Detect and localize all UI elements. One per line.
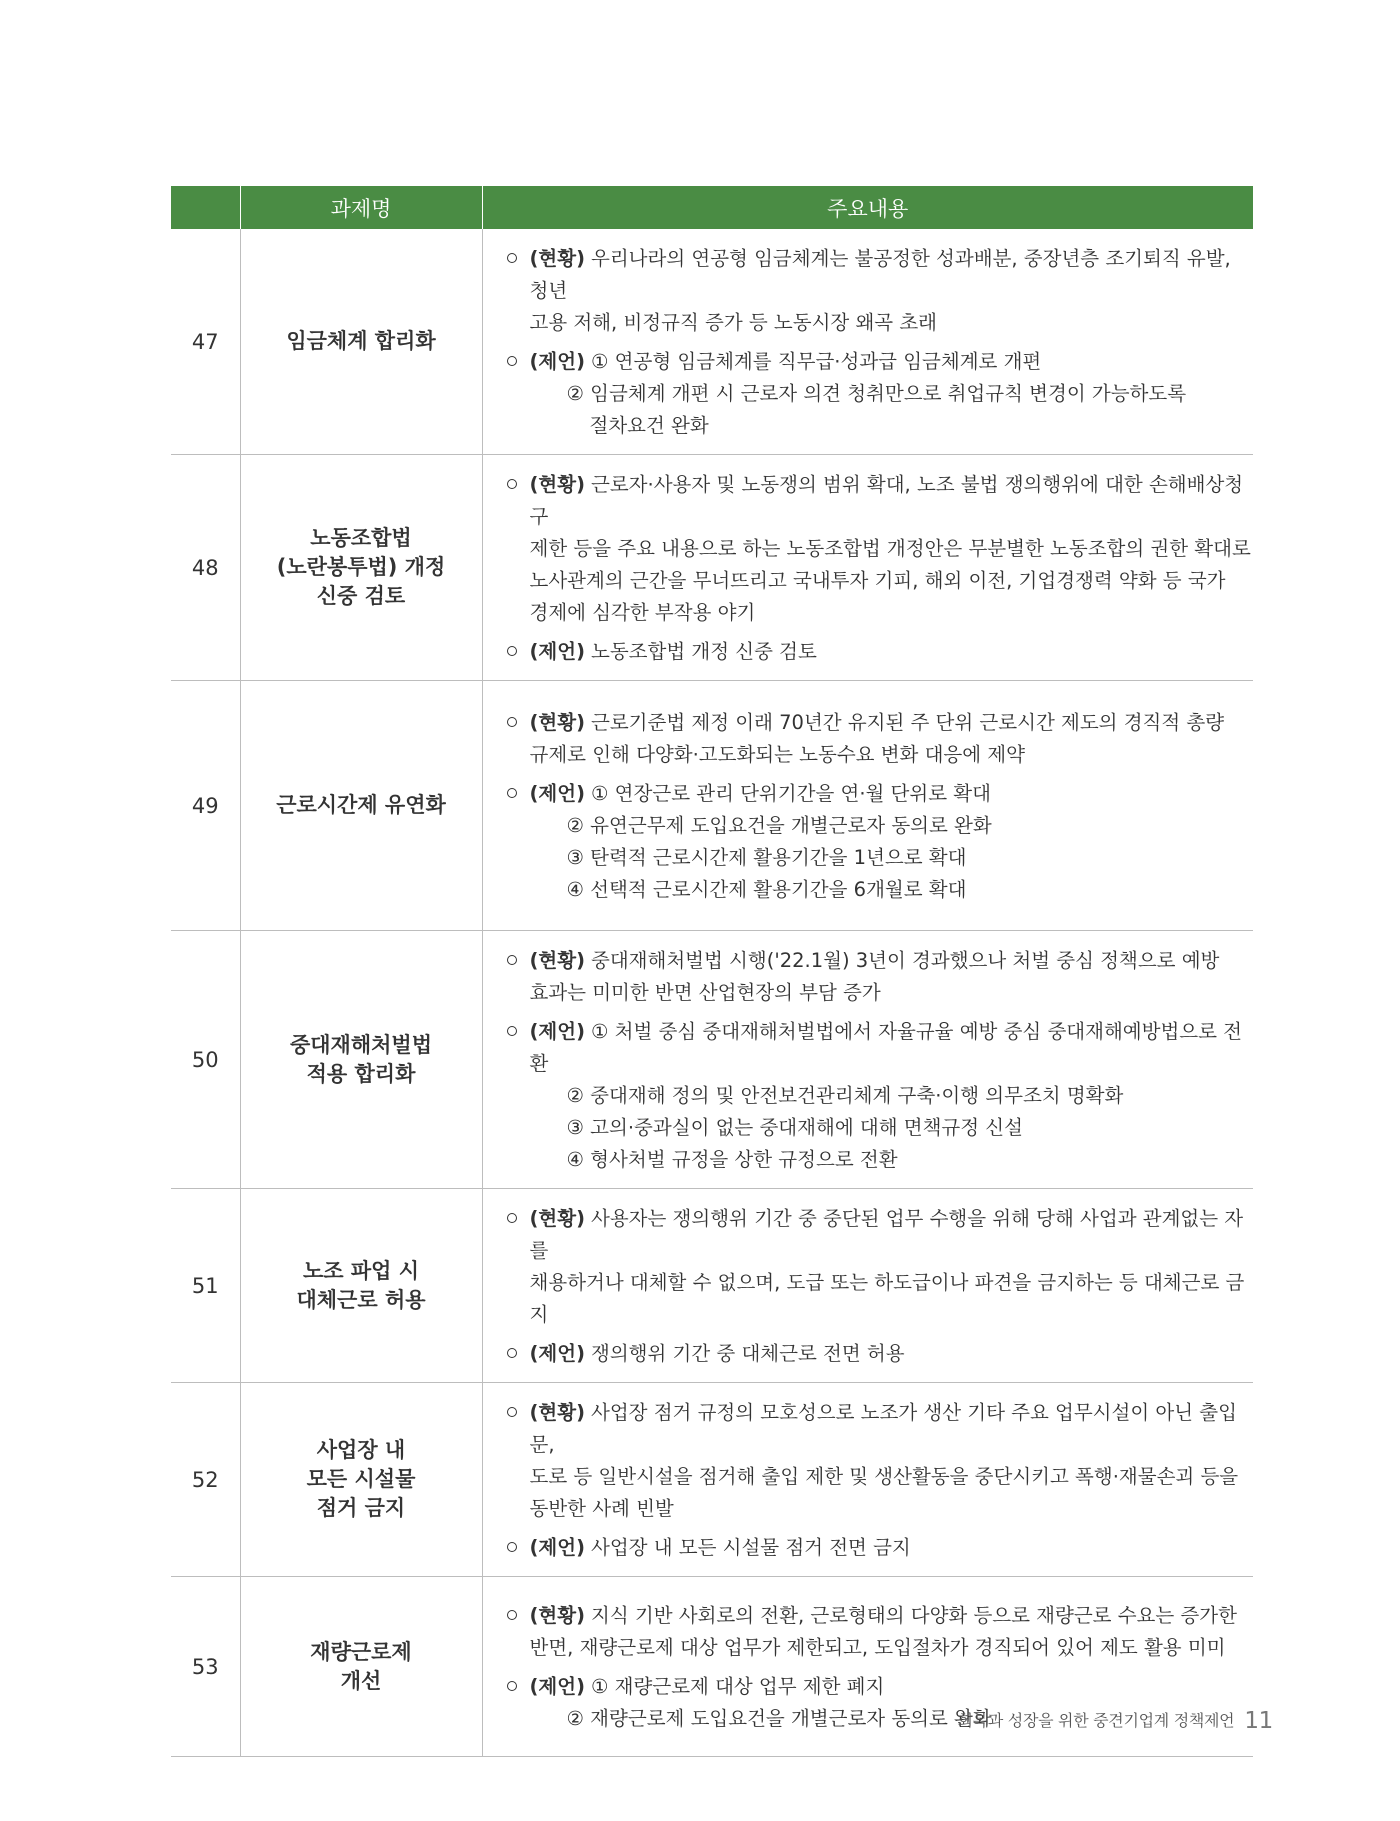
circle-bullet-icon xyxy=(507,1542,517,1552)
table-row xyxy=(171,681,1253,931)
header-num-cell xyxy=(171,186,240,229)
proposal-tag: (제언) xyxy=(529,1675,585,1698)
proposal-item xyxy=(507,1016,1254,1176)
task-title xyxy=(240,931,482,1189)
status-tag: (현황) xyxy=(529,1401,585,1424)
header-content-cell: 주요내용 xyxy=(482,186,1253,229)
status-line: 사용자는 쟁의행위 기간 중 중단된 업무 수행을 위해 당해 사업과 관계없는 자를 xyxy=(529,1207,1244,1262)
status-line: 도로 등 일반시설을 점거해 출입 제한 및 생산활동을 중단시키고 폭행·재물손괴 등을 xyxy=(529,1465,1239,1488)
task-title-line: 중대재해처벌법 xyxy=(289,1032,432,1057)
status-line: 지식 기반 사회로의 전환, 근로형태의 다양화 등으로 재량근로 수요는 증가한 xyxy=(591,1604,1237,1627)
task-number: 50 xyxy=(171,931,240,1189)
task-content xyxy=(482,931,1253,1189)
proposal-subitem-line: ④ 형사처벌 규정을 상한 규정으로 전환 xyxy=(566,1148,898,1171)
status-tag: (현황) xyxy=(529,1604,585,1627)
status-tag: (현황) xyxy=(529,247,585,270)
header-title-cell: 과제명 xyxy=(240,186,482,229)
task-title-line: 노동조합법 xyxy=(310,526,412,550)
task-number: 47 xyxy=(171,229,240,455)
status-line: 효과는 미미한 반면 산업현장의 부담 증가 xyxy=(529,981,881,1004)
proposal-tag: (제언) xyxy=(529,1342,585,1365)
status-line: 동반한 사례 빈발 xyxy=(529,1497,674,1520)
circle-bullet-icon xyxy=(507,356,517,366)
task-title-line: 개선 xyxy=(340,1668,382,1693)
proposal-subitem-line: 절차요건 완화 xyxy=(589,414,709,437)
status-line: 경제에 심각한 부작용 야기 xyxy=(529,601,756,624)
task-title xyxy=(240,1189,482,1383)
task-number: 51 xyxy=(171,1189,240,1383)
proposal-tag: (제언) xyxy=(529,1536,585,1559)
footer-title: 회복과 성장을 위한 중견기업계 정책제언 xyxy=(957,1711,1235,1730)
status-tag: (현황) xyxy=(529,473,585,496)
proposal-subitem-line: ③ 탄력적 근로시간제 활용기간을 1년으로 확대 xyxy=(566,846,967,869)
proposal-subitem-line: ③ 고의·중과실이 없는 중대재해에 대해 면책규정 신설 xyxy=(566,1116,1023,1139)
status-line: 채용하거나 대체할 수 없으며, 도급 또는 하도급이나 파견을 금지하는 등 대체근로 금지 xyxy=(529,1271,1245,1326)
table-row xyxy=(171,229,1253,455)
task-title-line: 점거 금지 xyxy=(316,1496,406,1520)
status-line: 규제로 인해 다양화·고도화되는 노동수요 변화 대응에 제약 xyxy=(529,743,1025,766)
proposal-tag: (제언) xyxy=(529,1020,585,1043)
status-line: 노사관계의 근간을 무너뜨리고 국내투자 기피, 해외 이전, 기업경쟁력 약화 등 국가 xyxy=(529,569,1226,592)
circle-bullet-icon xyxy=(507,1681,517,1691)
table-row xyxy=(171,455,1253,681)
proposal-line: ① 처벌 중심 중대재해처벌법에서 자율규율 예방 중심 중대재해예방법으로 전환 xyxy=(529,1020,1243,1075)
page-number: 11 xyxy=(1244,1708,1273,1734)
proposal-subitem xyxy=(530,378,1254,442)
proposal-subitem xyxy=(530,842,1254,874)
proposal-item xyxy=(507,636,1254,668)
status-item xyxy=(507,1203,1254,1331)
circle-bullet-icon xyxy=(507,955,517,965)
status-item xyxy=(507,243,1254,339)
circle-bullet-icon xyxy=(507,479,517,489)
task-title-line: 임금체계 합리화 xyxy=(286,329,436,353)
status-line: 반면, 재량근로제 대상 업무가 제한되고, 도입절차가 경직되어 있어 제도 활용 미미 xyxy=(529,1636,1226,1659)
proposal-line: ① 재량근로제 대상 업무 제한 폐지 xyxy=(591,1675,885,1698)
task-title-line: 노조 파업 시 xyxy=(302,1258,420,1283)
task-title-line: 대체근로 허용 xyxy=(296,1287,426,1312)
status-tag: (현황) xyxy=(529,1207,585,1230)
proposal-line: ① 연공형 임금체계를 직무급·성과급 임금체계로 개편 xyxy=(591,350,1042,373)
task-content xyxy=(482,1189,1253,1383)
status-line: 우리나라의 연공형 임금체계는 불공정한 성과배분, 중장년층 조기퇴직 유발, 청년 xyxy=(529,247,1231,302)
proposal-subitem-line: ② 유연근무제 도입요건을 개별근로자 동의로 완화 xyxy=(566,814,992,837)
status-line: 고용 저해, 비정규직 증가 등 노동시장 왜곡 초래 xyxy=(529,311,937,334)
task-content xyxy=(482,455,1253,681)
proposal-line: 쟁의행위 기간 중 대체근로 전면 허용 xyxy=(591,1342,905,1365)
status-item xyxy=(507,1397,1254,1525)
status-line: 중대재해처벌법 시행('22.1월) 3년이 경과했으나 처벌 중심 정책으로 예방 xyxy=(591,949,1220,972)
proposal-item xyxy=(507,346,1254,442)
proposal-subitem xyxy=(530,1144,1254,1176)
table-row xyxy=(171,1189,1253,1383)
status-line: 근로기준법 제정 이래 70년간 유지된 주 단위 근로시간 제도의 경직적 총량 xyxy=(591,711,1225,734)
table-body xyxy=(171,229,1253,1757)
circle-bullet-icon xyxy=(507,646,517,656)
table-header-row xyxy=(171,186,1253,229)
status-line: 사업장 점거 규정의 모호성으로 노조가 생산 기타 주요 업무시설이 아닌 출입문, xyxy=(529,1401,1237,1456)
circle-bullet-icon xyxy=(507,1026,517,1036)
task-title-line: 사업장 내 xyxy=(316,1438,406,1462)
status-item xyxy=(507,469,1254,629)
page-footer xyxy=(958,1708,1273,1734)
task-content xyxy=(482,229,1253,455)
task-title xyxy=(240,1577,482,1757)
circle-bullet-icon xyxy=(507,1610,517,1620)
circle-bullet-icon xyxy=(507,253,517,263)
proposal-subitem xyxy=(530,810,1254,842)
task-title-line: 적용 합리화 xyxy=(306,1061,416,1086)
task-title xyxy=(240,229,482,455)
task-number: 49 xyxy=(171,681,240,931)
proposal-item xyxy=(507,1532,1254,1564)
circle-bullet-icon xyxy=(507,788,517,798)
proposal-subitem xyxy=(530,1112,1254,1144)
status-line: 제한 등을 주요 내용으로 하는 노동조합법 개정안은 무분별한 노동조합의 권한 확대로 xyxy=(529,537,1251,560)
task-title xyxy=(240,1383,482,1577)
circle-bullet-icon xyxy=(507,1213,517,1223)
task-title xyxy=(240,681,482,931)
task-title-line: 신중 검토 xyxy=(316,584,406,608)
task-title-line: (노란봉투법) 개정 xyxy=(276,555,446,579)
status-line: 근로자·사용자 및 노동쟁의 범위 확대, 노조 불법 쟁의행위에 대한 손해배상청구 xyxy=(529,473,1244,528)
proposal-tag: (제언) xyxy=(529,640,585,663)
circle-bullet-icon xyxy=(507,1407,517,1417)
proposal-line: 사업장 내 모든 시설물 점거 전면 금지 xyxy=(591,1536,911,1559)
task-number: 48 xyxy=(171,455,240,681)
proposal-subitem-line: ② 중대재해 정의 및 안전보건관리체계 구축·이행 의무조치 명확화 xyxy=(566,1084,1124,1107)
proposal-tag: (제언) xyxy=(529,782,585,805)
proposal-subitem xyxy=(530,874,1254,906)
task-content xyxy=(482,1383,1253,1577)
policy-table xyxy=(171,186,1253,1757)
proposal-item xyxy=(507,1338,1254,1370)
task-title xyxy=(240,455,482,681)
proposal-subitem-line: ② 임금체계 개편 시 근로자 의견 청취만으로 취업규칙 변경이 가능하도록 xyxy=(566,382,1187,405)
status-tag: (현황) xyxy=(529,711,585,734)
table-row xyxy=(171,931,1253,1189)
proposal-line: ① 연장근로 관리 단위기간을 연·월 단위로 확대 xyxy=(591,782,991,805)
status-item xyxy=(507,945,1254,1009)
task-title-line: 모든 시설물 xyxy=(306,1467,416,1491)
status-item xyxy=(507,1600,1254,1664)
proposal-subitem-line: ④ 선택적 근로시간제 활용기간을 6개월로 확대 xyxy=(566,878,967,901)
task-number: 53 xyxy=(171,1577,240,1757)
circle-bullet-icon xyxy=(507,717,517,727)
status-item xyxy=(507,707,1254,771)
proposal-line: 노동조합법 개정 신중 검토 xyxy=(591,640,817,663)
proposal-subitem xyxy=(530,1080,1254,1112)
task-number: 52 xyxy=(171,1383,240,1577)
task-title-line: 근로시간제 유연화 xyxy=(276,793,446,817)
task-title-line: 재량근로제 xyxy=(310,1639,412,1664)
status-tag: (현황) xyxy=(529,949,585,972)
task-content xyxy=(482,681,1253,931)
proposal-subitem-line: ② 재량근로제 도입요건을 개별근로자 동의로 완화 xyxy=(566,1707,992,1730)
table-row xyxy=(171,1383,1253,1577)
proposal-item xyxy=(507,778,1254,906)
circle-bullet-icon xyxy=(507,1348,517,1358)
proposal-tag: (제언) xyxy=(529,350,585,373)
